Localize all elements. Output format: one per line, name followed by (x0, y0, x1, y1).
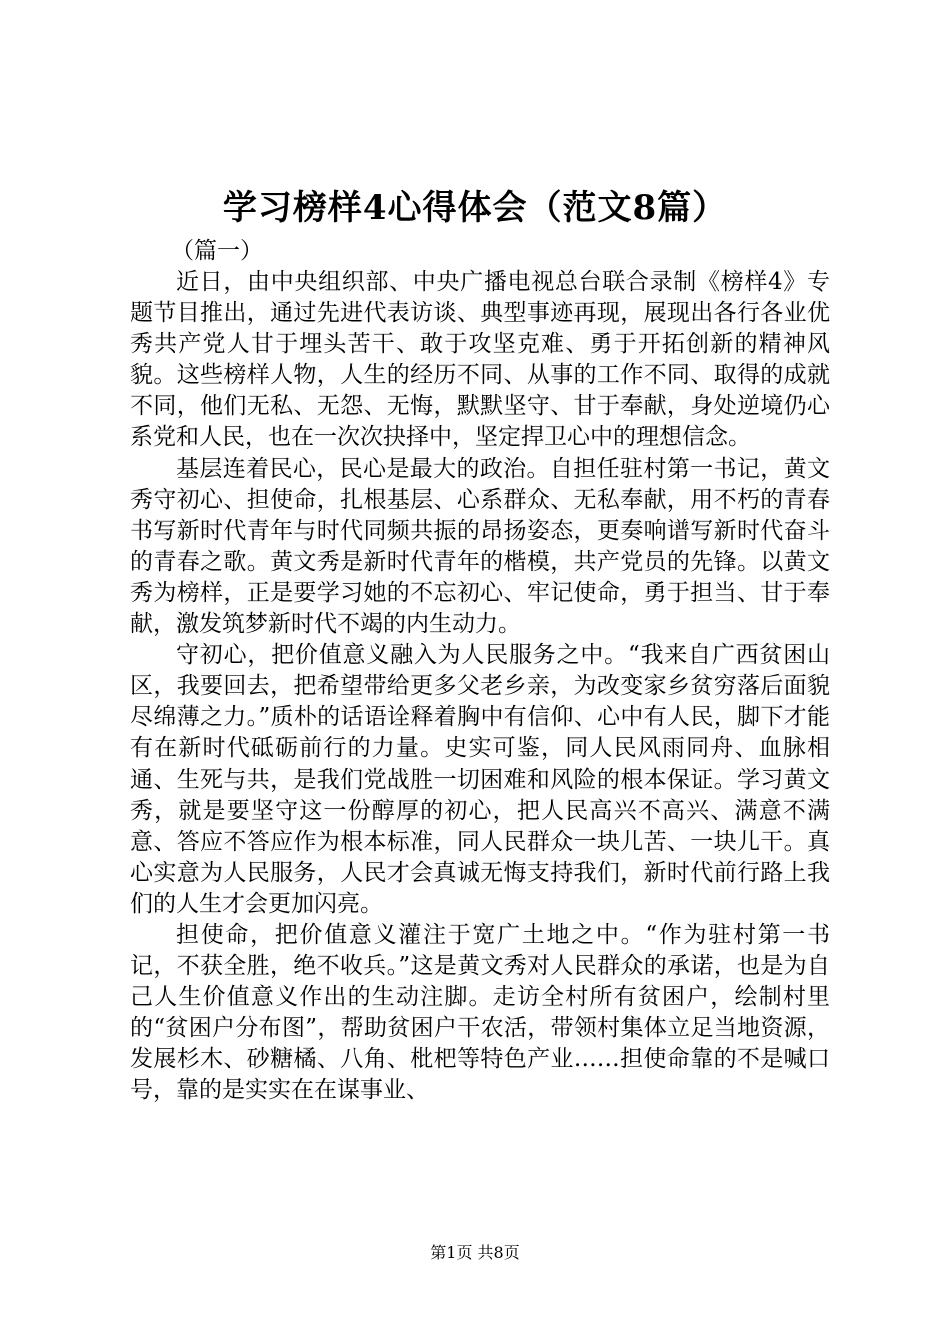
paragraph: 担使命，把价值意义灌注于宽广土地之中。“作为驻村第一书记，不获全胜，绝不收兵。”这是黄文秀对人民群众的承诺，也是为自己人生价值意义作出的生动注脚。走访全村所有贫困户，绘制村里的“贫困户分布图”，帮助贫困户干农活，带领村集体立足当地资源，发展杉木、砂糖橘、八角、枇杷等特色产业……担使命靠的不是喊口号，靠的是实实在在谋事业、 (130, 921, 830, 1104)
paragraph: 守初心，把价值意义融入为人民服务之中。“我来自广西贫困山区，我要回去，把希望带给更多父老乡亲，为改变家乡贫穷落后面貌尽绵薄之力。”质朴的话语诠释着胸中有信仰、心中有人民，脚下才能有在新时代砥砺前行的力量。史实可鉴，同人民风雨同舟、血脉相通、生死与共，是我们党战胜一切困难和风险的根本保证。学习黄文秀，就是要坚守这一份醇厚的初心，把人民高兴不高兴、满意不满意、答应不答应作为根本标准，同人民群众一块儿苦、一块儿干。真心实意为人民服务，人民才会真诚无悔支持我们，新时代前行路上我们的人生才会更加闪亮。 (130, 642, 830, 917)
document-title: 学习榜样4心得体会（范文8篇） (222, 188, 728, 228)
document-body (130, 267, 830, 1107)
paragraph: 近日，由中央组织部、中央广播电视总台联合录制《榜样4》专题节目推出，通过先进代表访谈、典型事迹再现，展现出各行各业优秀共产党人甘于埋头苦干、敢于攻坚克难、勇于开拓创新的精神风貌。这些榜样人物，人生的经历不同、从事的工作不同、取得的成就不同，他们无私、无怨、无悔，默默坚守、甘于奉献，身处逆境仍心系党和人民，也在一次次抉择中，坚定捍卫心中的理想信念。 (130, 269, 830, 451)
section-label: （篇一） (171, 238, 263, 264)
page-footer: 第1页 共8页 (430, 1243, 520, 1262)
paragraph: 基层连着民心，民心是最大的政治。自担任驻村第一书记，黄文秀守初心、担使命，扎根基层、心系群众、无私奉献，用不朽的青春书写新时代青年与时代同频共振的昂扬姿态，更奏响谱写新时代奋斗的青春之歌。黄文秀是新时代青年的楷模，共产党员的先锋。以黄文秀为榜样，正是要学习她的不忘初心、牢记使命，勇于担当、甘于奉献，激发筑梦新时代不竭的内生动力。 (130, 455, 830, 638)
